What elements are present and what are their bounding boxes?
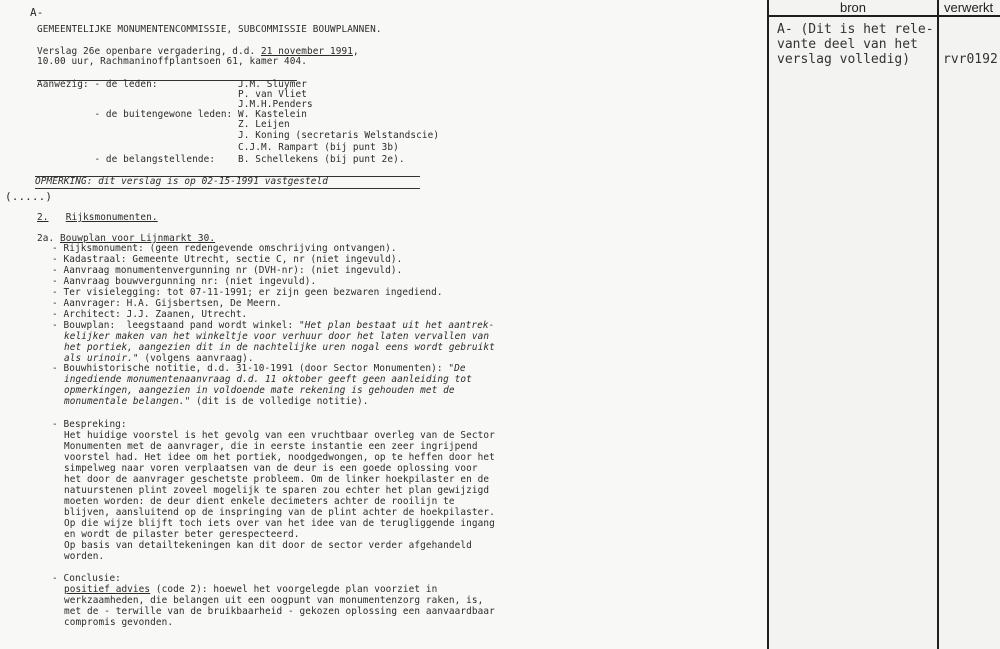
attendance-line: J.M.H.Penders [37,99,313,110]
report-line-2: 10.00 uur, Rachmaninoffplantsoen 61, kamer 404. [37,56,307,67]
header-rule [768,15,1000,17]
conclusie-line: compromis gevonden. [64,617,174,628]
bespreking-line: Op basis van detailtekeningen kan dit door de sector verder afgehandeld [64,540,472,551]
annotation-column [768,0,1000,649]
conclusie-first-line: positief advies (code 2): hoewel het voorgelegde plan voorziet in [64,584,438,595]
section-2-heading: 2. Rijksmonumenten. [37,212,158,223]
corner-mark: A- [30,6,44,19]
bespreking-line: het door de aanvrager geschetste probleem. Om de linker hoekpilaster en de [64,474,490,485]
attendance-line: Z. Leijen [37,119,290,130]
bullet-item: - Kadastraal: Gemeente Utrecht, sectie C, nr (niet ingevuld). [52,254,403,265]
column-divider-left [767,0,769,649]
remark-rule-bottom [35,188,420,189]
bespreking-line: moeten worden: de deur dient enkele decimeters achter de rooilijn te [64,496,455,507]
attendance-line: C.J.M. Rampart (bij punt 3b) [37,142,399,153]
bespreking-line: Het huidige voorstel is het gevolg van een vruchtbaar overleg van de Sector [64,430,495,441]
notitie-quote-end: monumentale belangen." (dit is de volledige notitie). [64,396,369,407]
bespreking-line: Op die wijze blijft toch iets over van het idee van de terugliggende ingang [64,518,495,529]
bouwplan-line: - Bouwplan: leegstaand pand wordt winkel: "Het plan bestaat uit het aantrek- [52,320,495,331]
conclusie-line: werkzaamheden, die belangen uit een oogpunt van monumentenzorg raken, is, [64,595,484,606]
column-header-bron: bron [840,0,867,15]
bespreking-line: blijven, aansluitend op de inspringing van de plint achter de hoekpilaster. [64,507,495,518]
remark-text: OPMERKING: dit verslag is op 02-15-1991 vastgesteld [35,176,328,187]
bespreking-line: Monumenten met de aanvrager, die in eerste instantie een zeer ingrijpend [64,441,478,452]
bespreking-line: worden. [64,551,105,562]
bespreking-line: en wordt de pilaster beter gerespecteerd. [64,529,300,540]
bullet-item: - Rijksmonument: (geen redengevende omschrijving ontvangen). [52,243,397,254]
item-2a-heading: 2a. Bouwplan voor Lijnmarkt 30. [37,233,216,244]
verwerkt-code: rvr0192 [943,52,998,67]
notitie-quote-line: ingediende monumentenaanvraag d.d. 11 oktober geeft geen aanleiding tot [64,374,472,385]
notitie-line: - Bouwhistorische notitie, d.d. 31-10-1991 (door Sector Monumenten): "De [52,363,466,374]
conclusie-line: met de - terwille van de bruikbaarheid - gekozen oplossing een aanvaardbaar [64,606,495,617]
attendance-line: J. Koning (secretaris Welstandscie) [37,130,440,141]
bouwplan-quote-line: kelijker maken van het winkeltje voor verhuur door het laten vervallen van [64,331,490,342]
bespreking-line: natuurstenen plint zoveel mogelijk te sparen zou echter het plan gewijzigd [64,485,490,496]
bullet-item: - Aanvraag bouwvergunning nr: (niet ingevuld). [52,276,317,287]
notitie-quote-line: opmerkingen, aangezien in voldoende mate rekening is gehouden met de [64,385,455,396]
attendance-line: P. van Vliet [37,89,307,100]
attendance-line: - de buitengewone leden: W. Kastelein [37,109,307,120]
bespreking-line: voorstel had. Het idee om het portiek, noodgedwongen, op te heffen door het [64,452,495,463]
column-header-verwerkt: verwerkt [944,0,994,15]
ellipsis-marker: (.....) [5,190,53,203]
document-title: GEMEENTELIJKE MONUMENTENCOMMISSIE, SUBCOMMISSIE BOUWPLANNEN. [37,24,382,35]
bouwplan-quote-end: als urinoir." (volgens aanvraag). [64,353,254,364]
bespreking-line: simpelweg naar voren verplaatsen van de deur is een goede oplossing voor [64,463,478,474]
bron-note: A- (Dit is het rele- vante deel van het verslag volledig) [777,22,934,67]
report-line-1: Verslag 26e openbare vergadering, d.d. 21 november 1991, [37,46,359,57]
bouwplan-quote-line: het portiek, aangezien dit in de nachtelijke uren nogal eens wordt gebruikt [64,342,495,353]
attendance-line: - de belangstellende: B. Schellekens (bij punt 2e). [37,154,405,165]
bullet-item: - Aanvraag monumentenvergunning nr (DVH-nr): (niet ingevuld). [52,265,403,276]
attendance-line: Aanwezig: - de leden: J.M. Sluymer [37,79,307,90]
conclusie-heading: - Conclusie: [52,573,121,584]
bespreking-heading: - Bespreking: [52,419,127,430]
report-date: 21 november 1991 [261,46,353,57]
bullet-item: - Architect: J.J. Zaanen, Utrecht. [52,309,248,320]
bullet-item: - Ter visielegging: tot 07-11-1991; er zijn geen bezwaren ingediend. [52,287,443,298]
bullet-item: - Aanvrager: H.A. Gijsbertsen, De Meern. [52,298,282,309]
column-divider-right [937,0,939,649]
